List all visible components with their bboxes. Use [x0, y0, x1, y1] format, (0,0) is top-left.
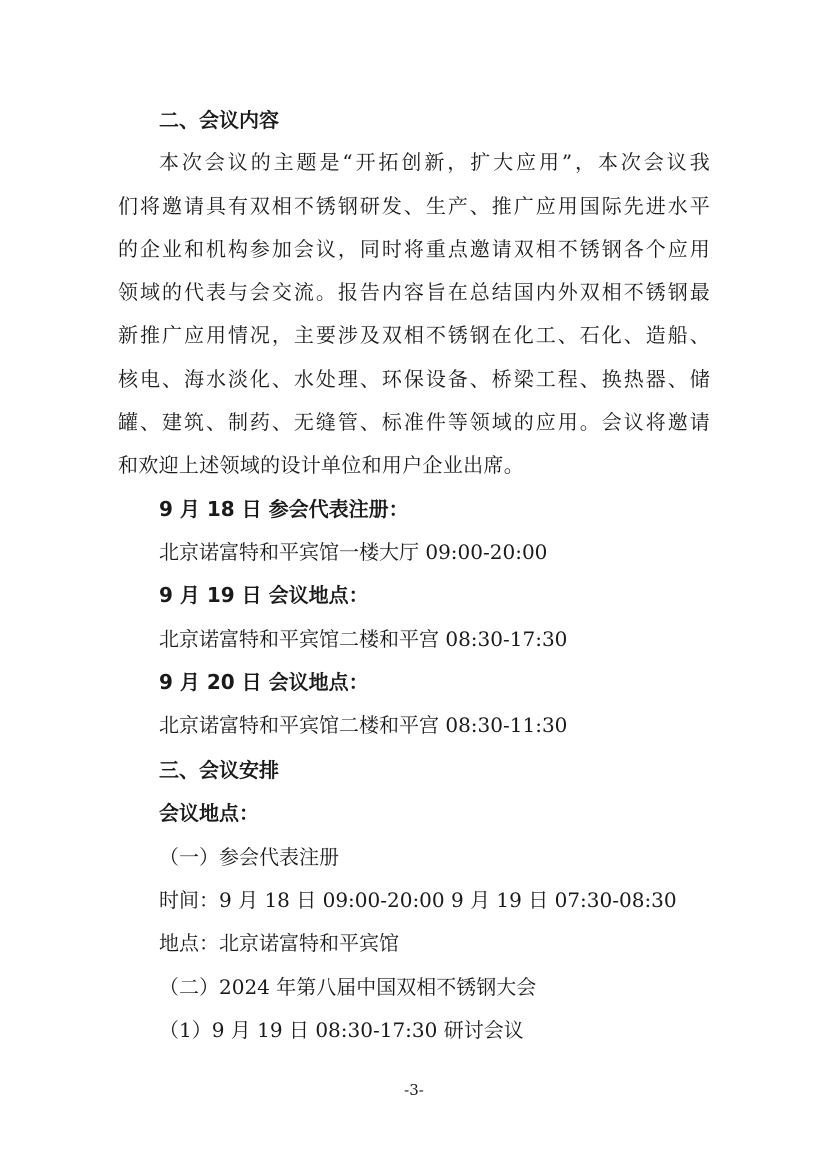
registration-item-title: （一）参会代表注册 [159, 845, 339, 869]
schedule-date-heading: 9 月 19 日 会议地点： [159, 583, 369, 607]
schedule-date-heading: 9 月 20 日 会议地点： [159, 670, 369, 694]
conference-sub-item: （1）9 月 19 日 08:30-17:30 研讨会议 [159, 1018, 524, 1042]
paragraph-line: 核电、海水淡化、水处理、环保设备、桥梁工程、换热器、储 [118, 367, 710, 391]
schedule-date-heading: 9 月 18 日 参会代表注册： [159, 497, 409, 521]
paragraph-line: 和欢迎上述领域的设计单位和用户企业出席。 [118, 453, 524, 477]
page-number: -3- [404, 1081, 424, 1099]
section-2-title: 二、会议内容 [159, 108, 279, 132]
paragraph-line: 领域的代表与会交流。报告内容旨在总结国内外双相不锈钢最 [118, 280, 710, 304]
paragraph-line: 本次会议的主题是“开拓创新，扩大应用”，本次会议我 [159, 150, 710, 174]
schedule-detail: 北京诺富特和平宾馆二楼和平宫 08:30-17:30 [159, 627, 568, 651]
paragraph-line: 新推广应用情况，主要涉及双相不锈钢在化工、石化、造船、 [118, 323, 710, 347]
section-3-title: 三、会议安排 [159, 758, 279, 782]
paragraph-line: 的企业和机构参加会议，同时将重点邀请双相不锈钢各个应用 [118, 237, 710, 261]
registration-time: 时间：9 月 18 日 09:00-20:00 9 月 19 日 07:30-08:30 [159, 888, 677, 912]
paragraph-line: 们将邀请具有双相不锈钢研发、生产、推广应用国际先进水平 [118, 194, 710, 218]
registration-place: 地点：北京诺富特和平宾馆 [159, 931, 399, 955]
schedule-detail: 北京诺富特和平宾馆一楼大厅 09:00-20:00 [159, 540, 548, 564]
venue-label: 会议地点： [159, 801, 259, 825]
conference-item-title: （二）2024 年第八届中国双相不锈钢大会 [159, 975, 537, 999]
schedule-detail: 北京诺富特和平宾馆二楼和平宫 08:30-11:30 [159, 713, 568, 737]
paragraph-line: 罐、建筑、制药、无缝管、标准件等领域的应用。会议将邀请 [118, 410, 710, 434]
